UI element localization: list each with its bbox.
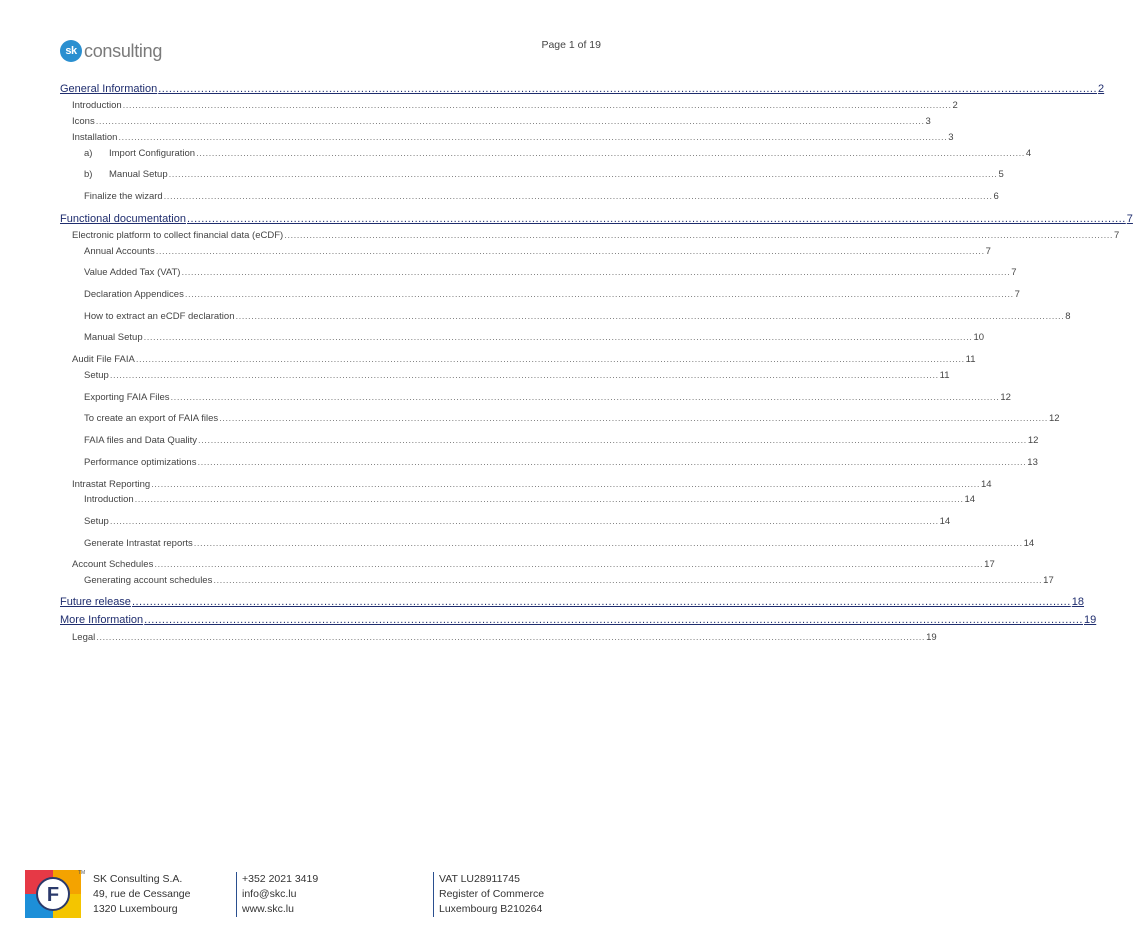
toc-entry-exporting-faia[interactable]: Exporting FAIA Files ..... 12 [60,392,601,403]
toc-entry-icons[interactable]: Icons ..... 3 [60,116,601,127]
toc-entry-vat[interactable]: Value Added Tax (VAT) ..... 7 [60,267,601,278]
footer-company-city: 1320 Luxembourg [93,903,178,915]
toc-entry-faia-data-quality[interactable]: FAIA files and Data Quality ..... 12 [60,435,601,446]
toc-entry-import-configuration[interactable]: a) Import Configuration ..... 4 [60,148,601,159]
toc-entry-future-release[interactable]: Future release ..... 18 [60,596,601,608]
toc-entry-intrastat[interactable]: Intrastat Reporting ..... 14 [60,479,601,490]
company-logo [60,38,162,64]
footer-badge-letter: F [46,884,60,906]
footer-register: Register of Commerce [439,888,545,900]
footer-vat: VAT LU28911745 [439,873,520,885]
footer-website[interactable]: www.skc.lu [242,903,294,915]
toc-entry-functional-documentation[interactable]: Functional documentation ..... 7 [60,213,601,225]
toc-entry-faia-setup[interactable]: Setup ..... 11 [60,370,601,381]
toc-entry-generate-intrastat[interactable]: Generate Intrastat reports ..... 14 [60,538,601,549]
toc-entry-general-information[interactable]: General Information ..... 2 [60,83,601,95]
toc-entry-legal[interactable]: Legal ..... 19 [60,632,601,643]
toc-entry-installation[interactable]: Installation ..... 3 [60,132,601,143]
logo-text: consulting [84,40,163,61]
footer-brand-icon [23,868,86,920]
toc-entry-annual-accounts[interactable]: Annual Accounts ..... 7 [60,246,601,257]
page-number: Page 1 of 19 [541,39,601,51]
toc-entry-audit-file-faia[interactable]: Audit File FAIA ..... 11 [60,354,601,365]
toc-entry-declaration-appendices[interactable]: Declaration Appendices ..... 7 [60,289,601,300]
toc-entry-ecdf-manual-setup[interactable]: Manual Setup ..... 10 [60,332,601,343]
footer-contact [236,872,318,917]
footer-company [93,872,190,917]
footer-company-name: SK Consulting S.A. [93,873,183,885]
toc-entry-extract-ecdf[interactable]: How to extract an eCDF declaration ..... 8 [60,311,601,322]
footer-email[interactable]: info@skc.lu [242,888,297,900]
toc-entry-create-faia-export[interactable]: To create an export of FAIA files ..... 12 [60,413,601,424]
toc-entry-introduction[interactable]: Introduction ..... 2 [60,100,601,111]
footer-badge-tm: TM [78,870,86,876]
toc-entry-intrastat-setup[interactable]: Setup ..... 14 [60,516,601,527]
footer-legal [433,872,544,917]
toc-entry-finalize-wizard[interactable]: Finalize the wizard ..... 6 [60,191,601,202]
logo-badge: sk [60,40,82,62]
toc-entry-more-information[interactable]: More Information ..... 19 [60,614,601,626]
toc-entry-ecdf[interactable]: Electronic platform to collect financial data (eCDF) ..... 7 [60,230,601,241]
footer-phone[interactable]: +352 2021 3419 [242,873,319,885]
toc-entry-performance[interactable]: Performance optimizations ..... 13 [60,457,601,468]
toc-entry-generating-account-schedules[interactable]: Generating account schedules ..... 17 [60,575,601,586]
footer-register-id: Luxembourg B210264 [439,903,543,915]
toc-entry-account-schedules[interactable]: Account Schedules ..... 17 [60,559,601,570]
footer-company-street: 49, rue de Cessange [93,888,191,900]
toc-entry-intrastat-introduction[interactable]: Introduction ..... 14 [60,494,601,505]
toc-entry-manual-setup[interactable]: b) Manual Setup ..... 5 [60,169,601,180]
